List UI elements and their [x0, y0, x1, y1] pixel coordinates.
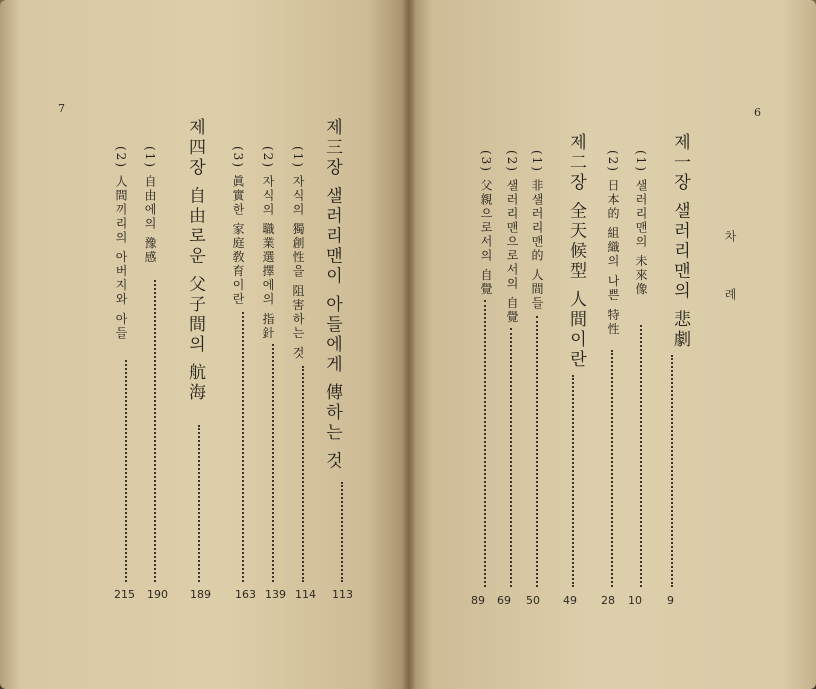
leader-dots — [484, 300, 488, 587]
toc-section-1-1: (1) 샐러리맨의 未來像 — [634, 150, 648, 297]
toc-section-1-2: (2) 日本的 組織의 나쁜 特性 — [606, 150, 620, 337]
toc-page-number: 114 — [295, 588, 316, 601]
toc-page-number: 190 — [147, 588, 168, 601]
leader-dots — [302, 366, 306, 582]
toc-section-2-3: (3) 父親으로서의 自覺 — [479, 150, 493, 297]
toc-section-3-2: (2) 자식의 職業選擇에의 指針 — [261, 146, 275, 341]
leader-dots — [640, 325, 644, 587]
toc-section-4-1: (1) 自由에의 豫感 — [143, 146, 157, 265]
leader-dots — [341, 482, 345, 582]
page-number-left: 7 — [58, 102, 65, 115]
leader-dots — [572, 375, 576, 587]
leader-dots — [198, 425, 202, 582]
toc-chapter-4: 제四장 自由로운 父子間의 航海 — [185, 118, 205, 404]
toc-section-3-3: (3) 眞實한 家庭敎育이란 — [231, 146, 245, 307]
toc-page-number: 50 — [526, 594, 540, 607]
leader-dots — [536, 316, 540, 587]
leader-dots — [510, 328, 514, 587]
toc-page-number: 9 — [667, 594, 674, 607]
toc-page-number: 113 — [332, 588, 353, 601]
toc-chapter-1: 제一장 샐러리맨의 悲劇 — [670, 133, 690, 350]
leader-dots — [611, 350, 615, 587]
toc-page-number: 215 — [114, 588, 135, 601]
toc-page-number: 89 — [471, 594, 485, 607]
toc-section-3-1: (1) 자식의 獨創性을 阻害하는 것 — [291, 146, 305, 361]
toc-page-number: 69 — [497, 594, 511, 607]
toc-page-number: 163 — [235, 588, 256, 601]
leader-dots — [272, 344, 276, 582]
leader-dots — [242, 312, 246, 582]
leader-dots — [671, 355, 675, 587]
toc-section-2-1: (1) 非샐러리맨的 人間들 — [530, 150, 544, 311]
toc-heading: 차례 — [723, 230, 737, 346]
toc-chapter-2: 제二장 全天候型 人間이란 — [566, 133, 586, 370]
leader-dots — [154, 280, 158, 582]
toc-page-number: 28 — [601, 594, 615, 607]
toc-page-number: 10 — [628, 594, 642, 607]
toc-page-number: 49 — [563, 594, 577, 607]
toc-chapter-3: 제三장 샐러리맨이 아들에게 傳하는 것 — [322, 118, 342, 472]
toc-page-number: 139 — [265, 588, 286, 601]
toc-section-4-2: (2) 人間끼리의 아버지와 아들 — [114, 146, 128, 341]
leader-dots — [125, 360, 129, 582]
toc-page-number: 189 — [190, 588, 211, 601]
book-gutter — [402, 0, 416, 689]
toc-section-2-2: (2) 샐러리맨으로서의 自覺 — [505, 150, 519, 325]
page-number-right: 6 — [754, 106, 761, 119]
